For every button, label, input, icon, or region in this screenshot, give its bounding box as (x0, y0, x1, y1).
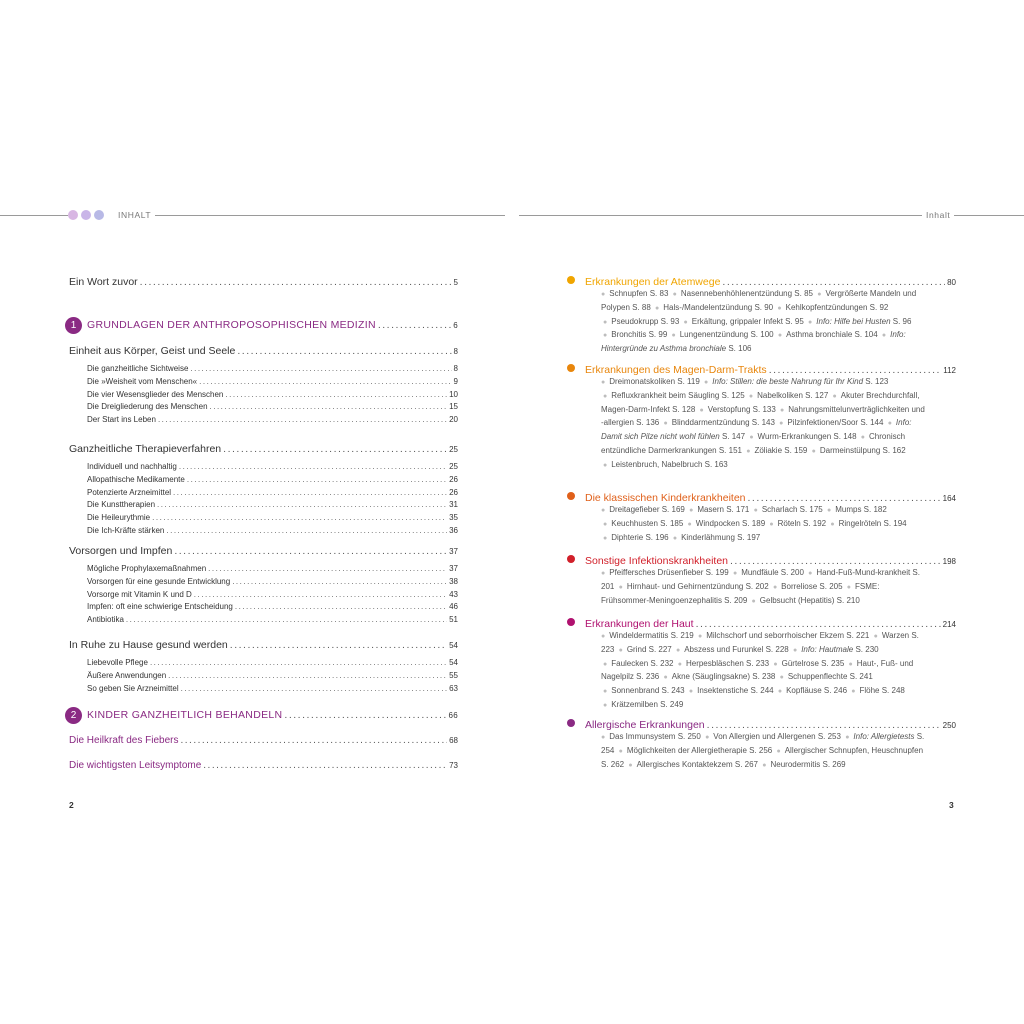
section-title: Die klassischen Kinderkrankheiten (585, 492, 746, 504)
leader-dots (769, 364, 942, 376)
section-title: Sonstige Infektionskrankheiten (585, 555, 729, 567)
toc-entry-chapter2-item[interactable] (69, 735, 458, 746)
section-page: 112 (943, 366, 956, 375)
section-entry[interactable] (806, 317, 911, 326)
section-entry-text: Info: Hintergründe zu Asthma bronchiale (601, 330, 906, 354)
section-entry-text: Windpocken S. 189 (695, 518, 766, 528)
toc-subentry-page: 25 (449, 462, 458, 471)
section-entries (601, 731, 926, 772)
header-rule-left (0, 215, 68, 216)
section-entry-text: Allergisches Kontaktekzem S. 267 (636, 759, 759, 769)
section-page: 198 (942, 557, 956, 566)
toc-subentry[interactable] (87, 475, 458, 484)
toc-group-title: Einheit aus Körper, Geist und Seele (69, 345, 236, 357)
leader-dots (157, 500, 447, 509)
section-entry[interactable] (653, 303, 773, 312)
toc-subentry-label: Vorsorgen für eine gesunde Entwicklung (87, 576, 231, 586)
section-entry-text: Lungenentzündung S. 100 (679, 330, 774, 340)
section-entry-text: Kopfläuse S. 246 (786, 686, 848, 696)
section-entry-text: Abszess und Furunkel S. 228 (684, 644, 789, 654)
leader-dots (707, 719, 941, 731)
section-entry-text: Nasennebenhöhlenentzündung S. 85 (680, 289, 813, 298)
section-entry[interactable] (687, 686, 774, 695)
section-entry[interactable] (601, 659, 674, 668)
section-title: Erkrankungen des Magen-Darm-Trakts (585, 364, 767, 376)
toc-subentry[interactable] (87, 462, 458, 471)
section-entry-text: Nabelkoliken S. 127 (757, 390, 829, 400)
section-entry[interactable] (601, 377, 700, 386)
section-entry-text: Chronisch entzündliche Darmerkrankungen S. 151 (601, 432, 906, 455)
section-entry[interactable] (601, 317, 679, 326)
section-entry[interactable] (750, 596, 860, 605)
toc-subentry[interactable] (87, 377, 458, 386)
section-entry-text: FSME: Frühsommer-Meningoenzephalitis S. 209 (601, 581, 880, 605)
leader-dots (722, 276, 945, 288)
toc-entry-label: Ein Wort zuvor (69, 276, 138, 288)
toc-subentry-page: 26 (449, 474, 458, 484)
section-entry[interactable] (682, 317, 804, 326)
toc-entry-page: 68 (449, 736, 458, 745)
section-entry-text: Kehlkopfentzündungen S. 92 (785, 302, 889, 312)
toc-subentry[interactable] (87, 684, 458, 693)
section-heading[interactable] (567, 555, 956, 567)
section-entry-text: Von Allergien und Allergenen S. 253 (713, 732, 841, 741)
section-entry[interactable] (747, 391, 828, 400)
toc-group-heading[interactable] (69, 639, 458, 651)
toc-subentry-page: 63 (449, 683, 458, 693)
toc-subentry[interactable] (87, 602, 458, 611)
header-label-right: Inhalt (922, 210, 954, 220)
section-entry[interactable] (849, 686, 905, 695)
section-entry[interactable] (771, 582, 843, 591)
section-entry[interactable] (702, 377, 888, 386)
section-entry[interactable] (777, 418, 883, 427)
section-entry[interactable] (617, 645, 672, 654)
leader-dots (225, 390, 447, 399)
section-entry[interactable] (601, 519, 683, 528)
section-entry-text: Dreimonatskoliken S. 119 (609, 377, 700, 386)
section-entry[interactable] (828, 519, 906, 528)
section-entry-text: Sonnenbrand S. 243 (611, 686, 685, 696)
section-entry[interactable] (703, 732, 841, 741)
section-entry-text: Pilzinfektionen/Soor S. 144 (787, 418, 884, 428)
header-dots (68, 210, 104, 220)
leader-dots (168, 671, 447, 680)
section-heading[interactable] (567, 276, 956, 288)
header-rule-middle-left (150, 215, 505, 216)
section-bullet-icon (567, 555, 575, 563)
section-entry-page: S. 254 (601, 732, 925, 755)
toc-subentry[interactable] (87, 590, 458, 599)
section-entry-text: Mundfäule S. 200 (741, 568, 804, 577)
section-entry-text: Keuchhusten S. 185 (611, 518, 684, 528)
section-page: 250 (942, 721, 956, 730)
section-entry[interactable] (601, 568, 729, 577)
leader-dots (187, 475, 447, 484)
section-entry[interactable] (744, 446, 807, 455)
leader-dots (696, 618, 941, 630)
page-number-left: 2 (69, 800, 74, 810)
toc-group-page: 8 (453, 347, 458, 356)
toc-subentry-label: Die Ich-Kräfte stärken (87, 526, 165, 535)
section-entry-text: Röteln S. 192 (777, 518, 827, 528)
section-entry[interactable] (617, 582, 769, 591)
toc-subentry-label: Die »Weisheit vom Menschen« (87, 376, 198, 386)
section-entry[interactable] (626, 760, 758, 769)
section-entry-text: Info: Hilfe bei Husten (816, 316, 891, 326)
section-entry[interactable] (671, 289, 813, 298)
toc-group-page: 25 (449, 445, 458, 454)
section-entry-text: Bronchitis S. 99 (611, 330, 668, 340)
section-entries (601, 376, 926, 473)
section-entries (601, 288, 926, 356)
leader-dots (180, 735, 447, 746)
section-entry-text: Hals-/Mandelentzündung S. 90 (663, 302, 774, 312)
toc-subentry-page: 26 (449, 487, 458, 497)
section-entry[interactable] (601, 391, 745, 400)
chapter-1-heading[interactable] (87, 319, 458, 331)
section-entry-text: Info: Hautmale (801, 644, 854, 654)
section-entry-text: Warzen S. 223 (601, 631, 919, 654)
section-entry[interactable] (601, 289, 668, 298)
section-entry-text: Info: Damit sich Pilze nicht wohl fühlen (601, 418, 912, 442)
disease-section (567, 719, 956, 772)
chapter-page: 6 (453, 321, 458, 330)
section-entry-text: Milchschorf und seborrhoischer Ekzem S. 221 (706, 631, 870, 640)
section-entry[interactable] (601, 460, 728, 469)
section-entry-text: Zöliakie S. 159 (754, 445, 808, 455)
toc-subentry-page: 15 (449, 402, 458, 412)
section-entry[interactable] (731, 568, 804, 577)
section-entry-text: Erkältung, grippaler Infekt S. 95 (691, 316, 804, 326)
header-dot-icon (94, 210, 104, 220)
section-entry-text: Blinddarmentzündung S. 143 (671, 418, 775, 428)
toc-entry-chapter2-item[interactable] (69, 760, 458, 771)
toc-entry-label: Die wichtigsten Leitsymptome (69, 760, 202, 771)
section-page: 80 (947, 278, 956, 287)
section-page: 164 (942, 494, 956, 503)
toc-subentry[interactable] (87, 564, 458, 573)
header-dot-icon (68, 210, 78, 220)
section-entry-text: Hirnhaut- und Gehirnentzündung S. 202 (626, 581, 769, 591)
toc-subentry-page: 51 (449, 615, 458, 625)
section-entry[interactable] (775, 303, 888, 312)
section-entry-page: S. 96 (890, 316, 912, 326)
leader-dots (378, 319, 451, 331)
toc-subentry-page: 37 (449, 564, 458, 573)
toc-subentry-page: 9 (453, 376, 458, 386)
section-title: Erkrankungen der Atemwege (585, 276, 721, 288)
toc-subentry-page: 55 (449, 670, 458, 680)
section-entry-text: Krätzemilben S. 249 (611, 699, 684, 709)
section-heading[interactable] (567, 364, 956, 376)
section-entry[interactable] (752, 505, 823, 514)
section-entry-text: Faulecken S. 232 (611, 658, 674, 668)
section-entry[interactable] (791, 645, 879, 654)
section-entry-text: Das Immunsystem S. 250 (609, 732, 701, 741)
leader-dots (174, 545, 447, 557)
section-entry-text: Asthma bronchiale S. 104 (786, 330, 878, 340)
section-heading[interactable] (567, 618, 956, 630)
toc-subentry-page: 10 (449, 389, 458, 399)
toc-subentry-label: Die Heileurythmie (87, 513, 151, 523)
section-entry-page: S. 106 (726, 344, 752, 354)
section-heading[interactable] (567, 719, 956, 731)
toc-subentry[interactable] (87, 513, 458, 522)
toc-group-title: Vorsorgen und Impfen (69, 545, 173, 557)
toc-subentry[interactable] (87, 364, 458, 373)
section-entry-text: Flöhe S. 248 (859, 686, 905, 696)
toc-subentry-label: Antibiotika (87, 615, 124, 625)
toc-subentry-label: Die Kunsttherapien (87, 500, 156, 510)
section-heading[interactable] (567, 492, 956, 504)
leader-dots (730, 555, 941, 567)
section-entry-text: Nahrungsmittelunverträglichkeiten und -allergien S. 136 (601, 404, 925, 428)
toc-subentry-label: Die Dreigliederung des Menschen (87, 402, 208, 412)
section-entry-text: Mumps S. 182 (835, 505, 887, 514)
toc-subentry-page: 20 (449, 415, 458, 425)
section-entry[interactable] (662, 418, 775, 427)
section-entry[interactable] (676, 659, 769, 668)
section-entry[interactable] (810, 446, 906, 455)
section-entry-text: Info: Allergietests (853, 732, 915, 741)
section-entry-text: Schuppenflechte S. 241 (787, 672, 873, 682)
section-entry-text: Leistenbruch, Nabelbruch S. 163 (611, 459, 728, 469)
section-bullet-icon (567, 364, 575, 372)
section-entry-text: Dreitagefieber S. 169 (609, 505, 685, 514)
toc-subentry-page: 36 (449, 526, 458, 535)
toc-entry-intro[interactable] (69, 276, 458, 288)
section-entry-text: Haut-, Fuß- und Nagelpilz S. 236 (601, 658, 914, 682)
toc-group-page: 54 (449, 641, 458, 650)
toc-entry-page: 73 (449, 761, 458, 770)
toc-subentry-page: 8 (453, 364, 458, 373)
leader-dots (203, 760, 447, 771)
section-title: Erkrankungen der Haut (585, 618, 694, 630)
disease-section (567, 555, 956, 608)
section-entry[interactable] (601, 686, 685, 695)
toc-subentry-label: Die vier Wesensglieder des Menschen (87, 389, 224, 399)
toc-entry-label: Die Heilkraft des Fiebers (69, 735, 179, 746)
section-entry[interactable] (776, 330, 878, 339)
toc-subentry[interactable] (87, 390, 458, 399)
toc-subentry-label: Mögliche Prophylaxemaßnahmen (87, 564, 207, 573)
disease-section (567, 492, 956, 545)
section-entry-text: Akuter Brechdurchfall, Magen-Darm-Infekt S. 128 (601, 390, 920, 414)
chapter-title: GRUNDLAGEN DER ANTHROPOSOPHISCHEN MEDIZIN (87, 319, 376, 331)
toc-entry-page: 5 (453, 278, 458, 287)
chapter-2-heading[interactable] (87, 709, 458, 721)
section-entry-text: Schnupfen S. 83 (609, 289, 669, 298)
section-entry-text: Windeldermatitis S. 219 (609, 631, 694, 640)
section-entry-text: Neurodermitis S. 269 (770, 759, 846, 769)
leader-dots (237, 345, 451, 357)
section-entry[interactable] (601, 330, 667, 339)
toc-subentry-label: Potenzierte Arzneimittel (87, 487, 172, 497)
section-entry-text: Gelbsucht (Hepatitis) S. 210 (759, 595, 860, 605)
leader-dots (126, 615, 447, 624)
leader-dots (140, 276, 452, 288)
toc-group-heading[interactable] (69, 443, 458, 455)
toc-subentry-label: Allopathische Medikamente (87, 474, 185, 484)
section-entry[interactable] (617, 746, 773, 755)
section-entry[interactable] (696, 631, 869, 640)
section-entry-text: Pfeiffersches Drüsenfieber S. 199 (609, 568, 729, 577)
section-entry-text: Darmeinstülpung S. 162 (819, 445, 906, 455)
leader-dots (210, 402, 448, 411)
leader-dots (235, 602, 447, 611)
section-entry[interactable] (687, 505, 749, 514)
leader-dots (284, 709, 446, 721)
toc-group-title: In Ruhe zu Hause gesund werden (69, 639, 228, 651)
header-label-left: INHALT (114, 210, 155, 220)
disease-section (567, 364, 956, 473)
section-bullet-icon (567, 276, 575, 284)
toc-subentry[interactable] (87, 615, 458, 624)
toc-subentry[interactable] (87, 415, 458, 424)
toc-subentry-page: 31 (449, 500, 458, 510)
section-entry-text: Masern S. 171 (697, 505, 750, 514)
section-entry-page: S. 230 (853, 644, 879, 654)
section-entries (601, 504, 926, 545)
section-entry-text: Herpesbläschen S. 233 (685, 658, 770, 668)
toc-subentry[interactable] (87, 577, 458, 586)
section-entry-text: Akne (Säuglingsakne) S. 238 (671, 672, 776, 682)
toc-subentry-label: So geben Sie Arzneimittel (87, 683, 179, 693)
toc-subentry-page: 46 (449, 602, 458, 612)
leader-dots (194, 590, 447, 599)
section-page: 214 (942, 620, 956, 629)
leader-dots (150, 658, 447, 667)
section-entry-text: Scharlach S. 175 (761, 505, 823, 514)
page-number-right: 3 (949, 800, 954, 810)
section-entry[interactable] (698, 405, 776, 414)
section-entry[interactable] (601, 732, 701, 741)
section-entry-text: Pseudokrupp S. 93 (611, 316, 680, 326)
toc-subentry[interactable] (87, 402, 458, 411)
section-entry[interactable] (601, 631, 694, 640)
section-bullet-icon (567, 719, 575, 727)
section-bullet-icon (567, 492, 575, 500)
section-entry-text: Vergrößerte Mandeln und Polypen S. 88 (601, 289, 917, 312)
section-entries (601, 567, 926, 608)
leader-dots (230, 639, 447, 651)
section-entry[interactable] (686, 519, 766, 528)
toc-subentry-label: Der Start ins Leben (87, 415, 156, 425)
toc-subentry[interactable] (87, 500, 458, 509)
section-entry[interactable] (760, 760, 845, 769)
toc-subentry-label: Impfen: oft eine schwierige Entscheidung (87, 602, 233, 612)
section-entry[interactable] (771, 659, 844, 668)
leader-dots (173, 488, 447, 497)
leader-dots (199, 377, 451, 386)
toc-subentry-label: Liebevolle Pflege (87, 658, 148, 667)
toc-subentry-label: Individuell und nachhaltig (87, 462, 177, 471)
leader-dots (158, 415, 447, 424)
section-entry[interactable] (747, 432, 856, 441)
section-entry[interactable] (662, 672, 776, 681)
leader-dots (232, 577, 447, 586)
toc-group-title: Ganzheitliche Therapieverfahren (69, 443, 222, 455)
section-entry[interactable] (825, 505, 887, 514)
toc-subentry[interactable] (87, 526, 458, 535)
toc-subentry-page: 38 (449, 576, 458, 586)
section-entry-text: Grind S. 227 (626, 644, 672, 654)
section-entry[interactable] (671, 533, 760, 542)
chapter-page: 66 (448, 711, 458, 720)
section-entry-text: Hand-Fuß-Mund-krankheit S. 201 (601, 568, 920, 591)
section-entry-text: Ringelröteln S. 194 (838, 518, 907, 528)
chapter-number-badge: 1 (65, 317, 82, 334)
section-entry[interactable] (670, 330, 774, 339)
leader-dots (190, 364, 451, 373)
chapter-number-badge: 2 (65, 707, 82, 724)
disease-section (567, 276, 956, 356)
section-title: Allergische Erkrankungen (585, 719, 705, 731)
leader-dots (748, 492, 941, 504)
section-entry[interactable] (601, 700, 683, 709)
toc-subentry-label: Die ganzheitliche Sichtweise (87, 364, 189, 373)
section-entry-text: Borreliose S. 205 (781, 581, 843, 591)
section-entry[interactable] (601, 505, 685, 514)
section-entry-text: Diphterie S. 196 (611, 532, 669, 542)
section-entry-text: Insektenstiche S. 244 (697, 686, 774, 696)
section-entry-text: Gürtelrose S. 235 (781, 658, 845, 668)
section-entry-text: Info: Stillen: die beste Nahrung für Ihr Kind (712, 377, 864, 386)
disease-section (567, 618, 956, 713)
section-entries (601, 630, 926, 713)
section-entry[interactable] (776, 686, 847, 695)
toc-subentry[interactable] (87, 488, 458, 497)
toc-subentry-page: 35 (449, 513, 458, 523)
toc-subentry[interactable] (87, 671, 458, 680)
leader-dots (152, 513, 447, 522)
toc-subentry-label: Vorsorge mit Vitamin K und D (87, 589, 192, 599)
header-dot-icon (81, 210, 91, 220)
section-bullet-icon (567, 618, 575, 626)
leader-dots (223, 443, 447, 455)
section-entry-text: Verstopfung S. 133 (707, 404, 776, 414)
section-entry[interactable] (601, 533, 669, 542)
section-entry-text: Allergischer Schnupfen, Heuschnupfen S. 262 (601, 745, 924, 769)
toc-group-heading[interactable] (69, 345, 458, 357)
toc-group-page: 37 (449, 547, 458, 556)
section-entry[interactable] (778, 672, 873, 681)
toc-subentry-page: 43 (449, 589, 458, 599)
section-entry-page: S. 147 (719, 432, 746, 442)
leader-dots (181, 684, 447, 693)
toc-group-heading[interactable] (69, 545, 458, 557)
chapter-title: KINDER GANZHEITLICH BEHANDELN (87, 709, 283, 721)
section-entry[interactable] (674, 645, 789, 654)
section-entry-text: Wurm-Erkrankungen S. 148 (757, 432, 857, 442)
section-entry-text: Refluxkrankheit beim Säugling S. 125 (611, 390, 745, 400)
leader-dots (208, 564, 447, 573)
toc-subentry[interactable] (87, 658, 458, 667)
section-entry-text: Kinderlähmung S. 197 (681, 532, 761, 542)
section-entry[interactable] (767, 519, 826, 528)
toc-subentry-page: 54 (449, 658, 458, 667)
section-entry-text: Möglichkeiten der Allergietherapie S. 256 (626, 745, 773, 755)
toc-subentry-label: Äußere Anwendungen (87, 670, 167, 680)
section-entry-page: S. 123 (863, 377, 889, 386)
leader-dots (179, 462, 447, 471)
leader-dots (166, 526, 447, 535)
